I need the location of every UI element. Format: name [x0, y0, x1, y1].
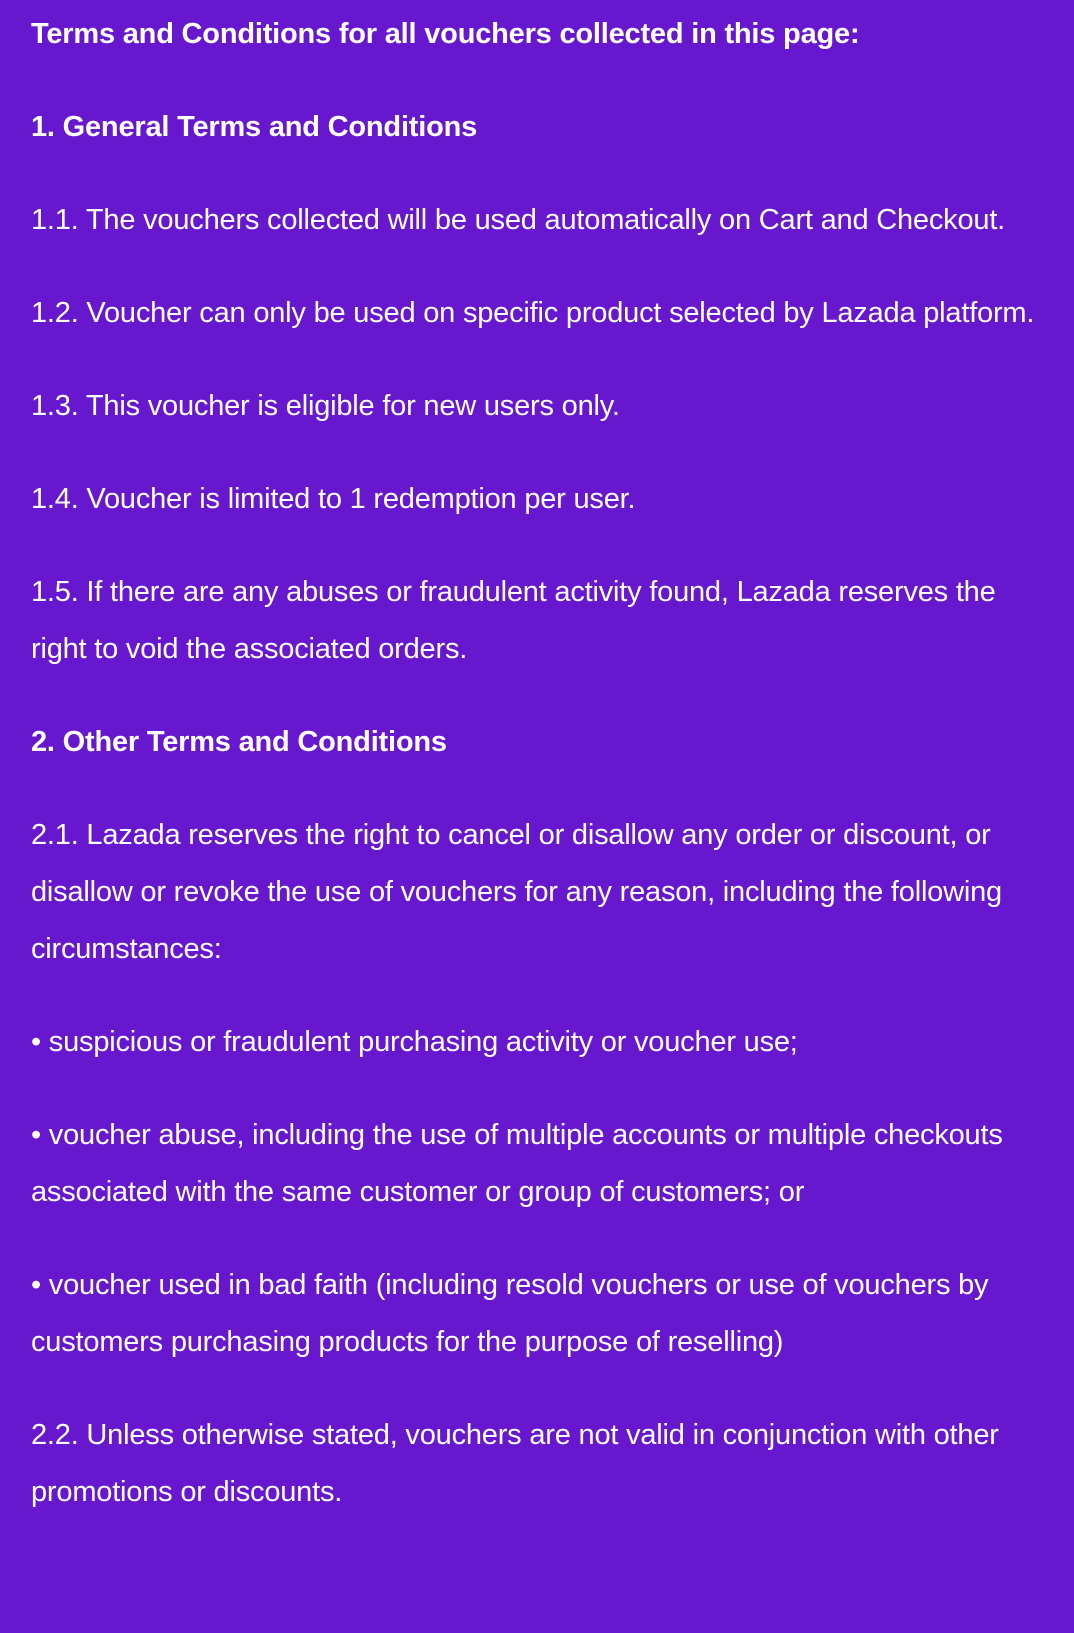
term-1-2: 1.2. Voucher can only be used on specific product selected by Lazada platform.	[31, 297, 1035, 329]
circumstance-item-3: • voucher used in bad faith (including resold vouchers or use of vouchers by customers purchasing products for the purpose of reselling)	[31, 1269, 989, 1358]
term-2-1: 2.1. Lazada reserves the right to cancel or disallow any order or discount, or disallow or revoke the use of vouchers for any reason, including the following circumstances:	[31, 819, 1002, 965]
term-1-3: 1.3. This voucher is eligible for new users only.	[31, 390, 620, 422]
circumstance-item-1: • suspicious or fraudulent purchasing activity or voucher use;	[31, 1026, 798, 1058]
term-1-1: 1.1. The vouchers collected will be used automatically on Cart and Checkout.	[31, 204, 1006, 236]
term-2-2: 2.2. Unless otherwise stated, vouchers are not valid in conjunction with other promotions or discounts.	[31, 1419, 999, 1508]
section-2-title: 2. Other Terms and Conditions	[31, 726, 447, 758]
section-1-title: 1. General Terms and Conditions	[31, 111, 478, 143]
circumstance-item-2: • voucher abuse, including the use of multiple accounts or multiple checkouts associated with the same customer or group of customers; or	[31, 1119, 1003, 1208]
term-1-4: 1.4. Voucher is limited to 1 redemption per user.	[31, 483, 636, 515]
terms-intro-heading: Terms and Conditions for all vouchers collected in this page:	[31, 18, 860, 50]
term-1-5: 1.5. If there are any abuses or fraudulent activity found, Lazada reserves the right to void the associated orders.	[31, 576, 996, 665]
